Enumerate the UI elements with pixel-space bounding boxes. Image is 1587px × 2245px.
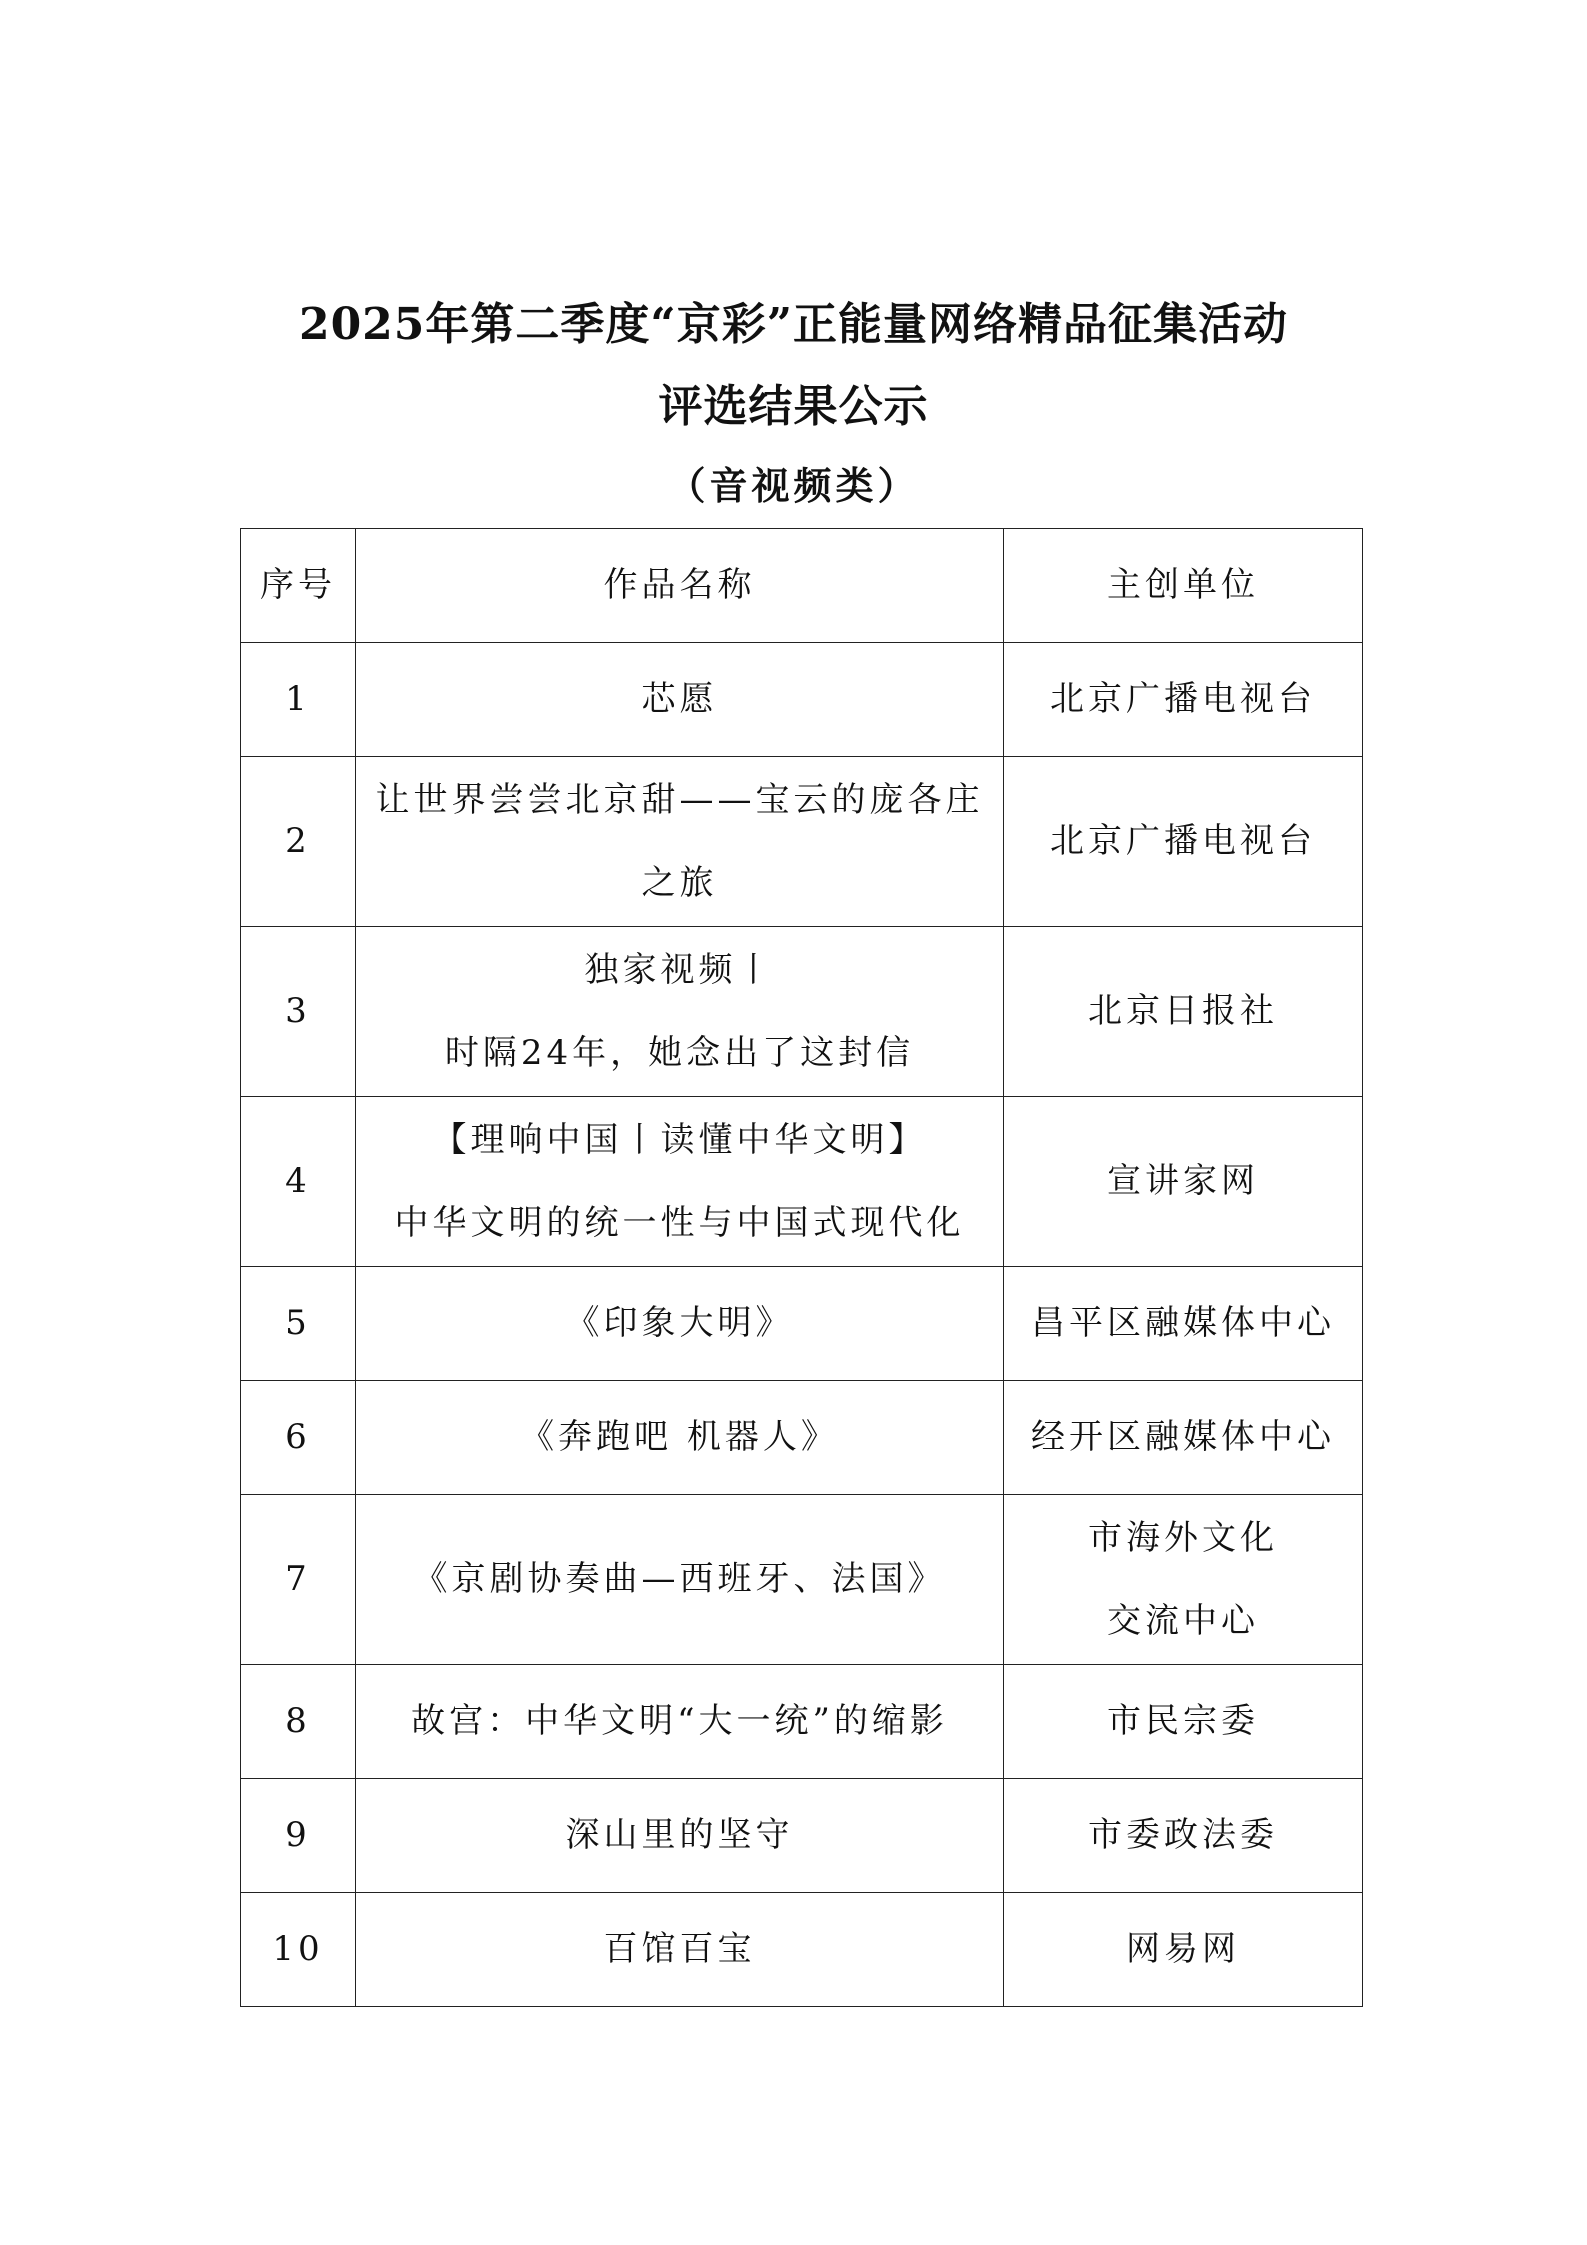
row-index: 10 bbox=[241, 1893, 356, 2007]
table-row bbox=[241, 1267, 1363, 1381]
table-row bbox=[241, 1893, 1363, 2007]
row-index: 9 bbox=[241, 1779, 356, 1893]
table-row bbox=[241, 1097, 1363, 1267]
work-title-line: 《奔跑吧 机器人》 bbox=[520, 1417, 839, 1457]
creator-unit-line: 网易网 bbox=[1126, 1929, 1240, 1969]
row-creator-unit bbox=[1004, 1495, 1363, 1665]
work-title-line: 让世界尝尝北京甜——宝云的庞各庄 bbox=[375, 779, 984, 820]
page-title-line-2: 评选结果公示 bbox=[658, 381, 929, 432]
row-work-title bbox=[356, 757, 1004, 927]
work-title-line: 深山里的坚守 bbox=[565, 1815, 794, 1855]
row-creator-unit bbox=[1004, 757, 1363, 927]
row-creator-unit bbox=[1004, 643, 1363, 757]
row-index: 3 bbox=[241, 927, 356, 1097]
work-title-line: 【理响中国丨读懂中华文明】 bbox=[432, 1119, 927, 1160]
header-creator-unit: 主创单位 bbox=[1004, 529, 1363, 643]
work-title-line: 《印象大明》 bbox=[565, 1303, 794, 1343]
creator-unit-line: 北京广播电视台 bbox=[1050, 821, 1316, 861]
work-title-line: 中华文明的统一性与中国式现代化 bbox=[394, 1202, 965, 1243]
work-title-line: 百馆百宝 bbox=[603, 1929, 756, 1969]
row-creator-unit bbox=[1004, 1097, 1363, 1267]
row-work-title bbox=[356, 1495, 1004, 1665]
row-work-title bbox=[356, 643, 1004, 757]
work-title-line: 《京剧协奏曲—西班牙、法国》 bbox=[413, 1559, 946, 1599]
row-creator-unit bbox=[1004, 1893, 1363, 2007]
work-title-line: 芯愿 bbox=[641, 679, 718, 719]
creator-unit-line: 经开区融媒体中心 bbox=[1031, 1417, 1335, 1457]
row-work-title bbox=[356, 1893, 1004, 2007]
creator-unit-line: 市民宗委 bbox=[1107, 1701, 1259, 1741]
creator-unit-line: 宣讲家网 bbox=[1107, 1161, 1259, 1201]
header-work-title: 作品名称 bbox=[356, 529, 1004, 643]
row-work-title bbox=[356, 1665, 1004, 1779]
row-work-title bbox=[356, 1267, 1004, 1381]
table-row bbox=[241, 1495, 1363, 1665]
table-row bbox=[241, 643, 1363, 757]
row-creator-unit bbox=[1004, 1779, 1363, 1893]
results-table bbox=[240, 528, 1363, 2007]
work-title-line: 时隔24年，她念出了这封信 bbox=[444, 1032, 915, 1073]
row-creator-unit bbox=[1004, 1665, 1363, 1779]
row-creator-unit bbox=[1004, 1381, 1363, 1495]
table-row bbox=[241, 927, 1363, 1097]
row-index: 5 bbox=[241, 1267, 356, 1381]
row-index: 7 bbox=[241, 1495, 356, 1665]
row-index: 6 bbox=[241, 1381, 356, 1495]
row-work-title bbox=[356, 1381, 1004, 1495]
creator-unit-line: 北京广播电视台 bbox=[1050, 679, 1316, 719]
creator-unit-line: 交流中心 bbox=[1107, 1600, 1259, 1641]
table-header-row bbox=[241, 529, 1363, 643]
work-title-line: 之旅 bbox=[641, 862, 718, 903]
table-row bbox=[241, 1665, 1363, 1779]
row-index: 4 bbox=[241, 1097, 356, 1267]
row-work-title bbox=[356, 927, 1004, 1097]
work-title-line: 独家视频丨 bbox=[584, 949, 775, 990]
row-creator-unit bbox=[1004, 927, 1363, 1097]
work-title-line: 故宫：中华文明“大一统”的缩影 bbox=[411, 1701, 948, 1741]
page-subtitle: （音视频类） bbox=[667, 463, 920, 508]
creator-unit-line: 昌平区融媒体中心 bbox=[1031, 1303, 1335, 1343]
table-row bbox=[241, 757, 1363, 927]
creator-unit-line: 市委政法委 bbox=[1088, 1815, 1278, 1855]
row-work-title bbox=[356, 1097, 1004, 1267]
table-row bbox=[241, 1381, 1363, 1495]
creator-unit-line: 市海外文化 bbox=[1088, 1517, 1278, 1558]
page-title: 2025年第二季度“京彩”正能量网络精品征集活动 bbox=[298, 299, 1289, 350]
row-creator-unit bbox=[1004, 1267, 1363, 1381]
row-index: 1 bbox=[241, 643, 356, 757]
row-work-title bbox=[356, 1779, 1004, 1893]
header-index: 序号 bbox=[241, 529, 356, 643]
row-index: 8 bbox=[241, 1665, 356, 1779]
row-index: 2 bbox=[241, 757, 356, 927]
table-row bbox=[241, 1779, 1363, 1893]
creator-unit-line: 北京日报社 bbox=[1088, 991, 1278, 1031]
